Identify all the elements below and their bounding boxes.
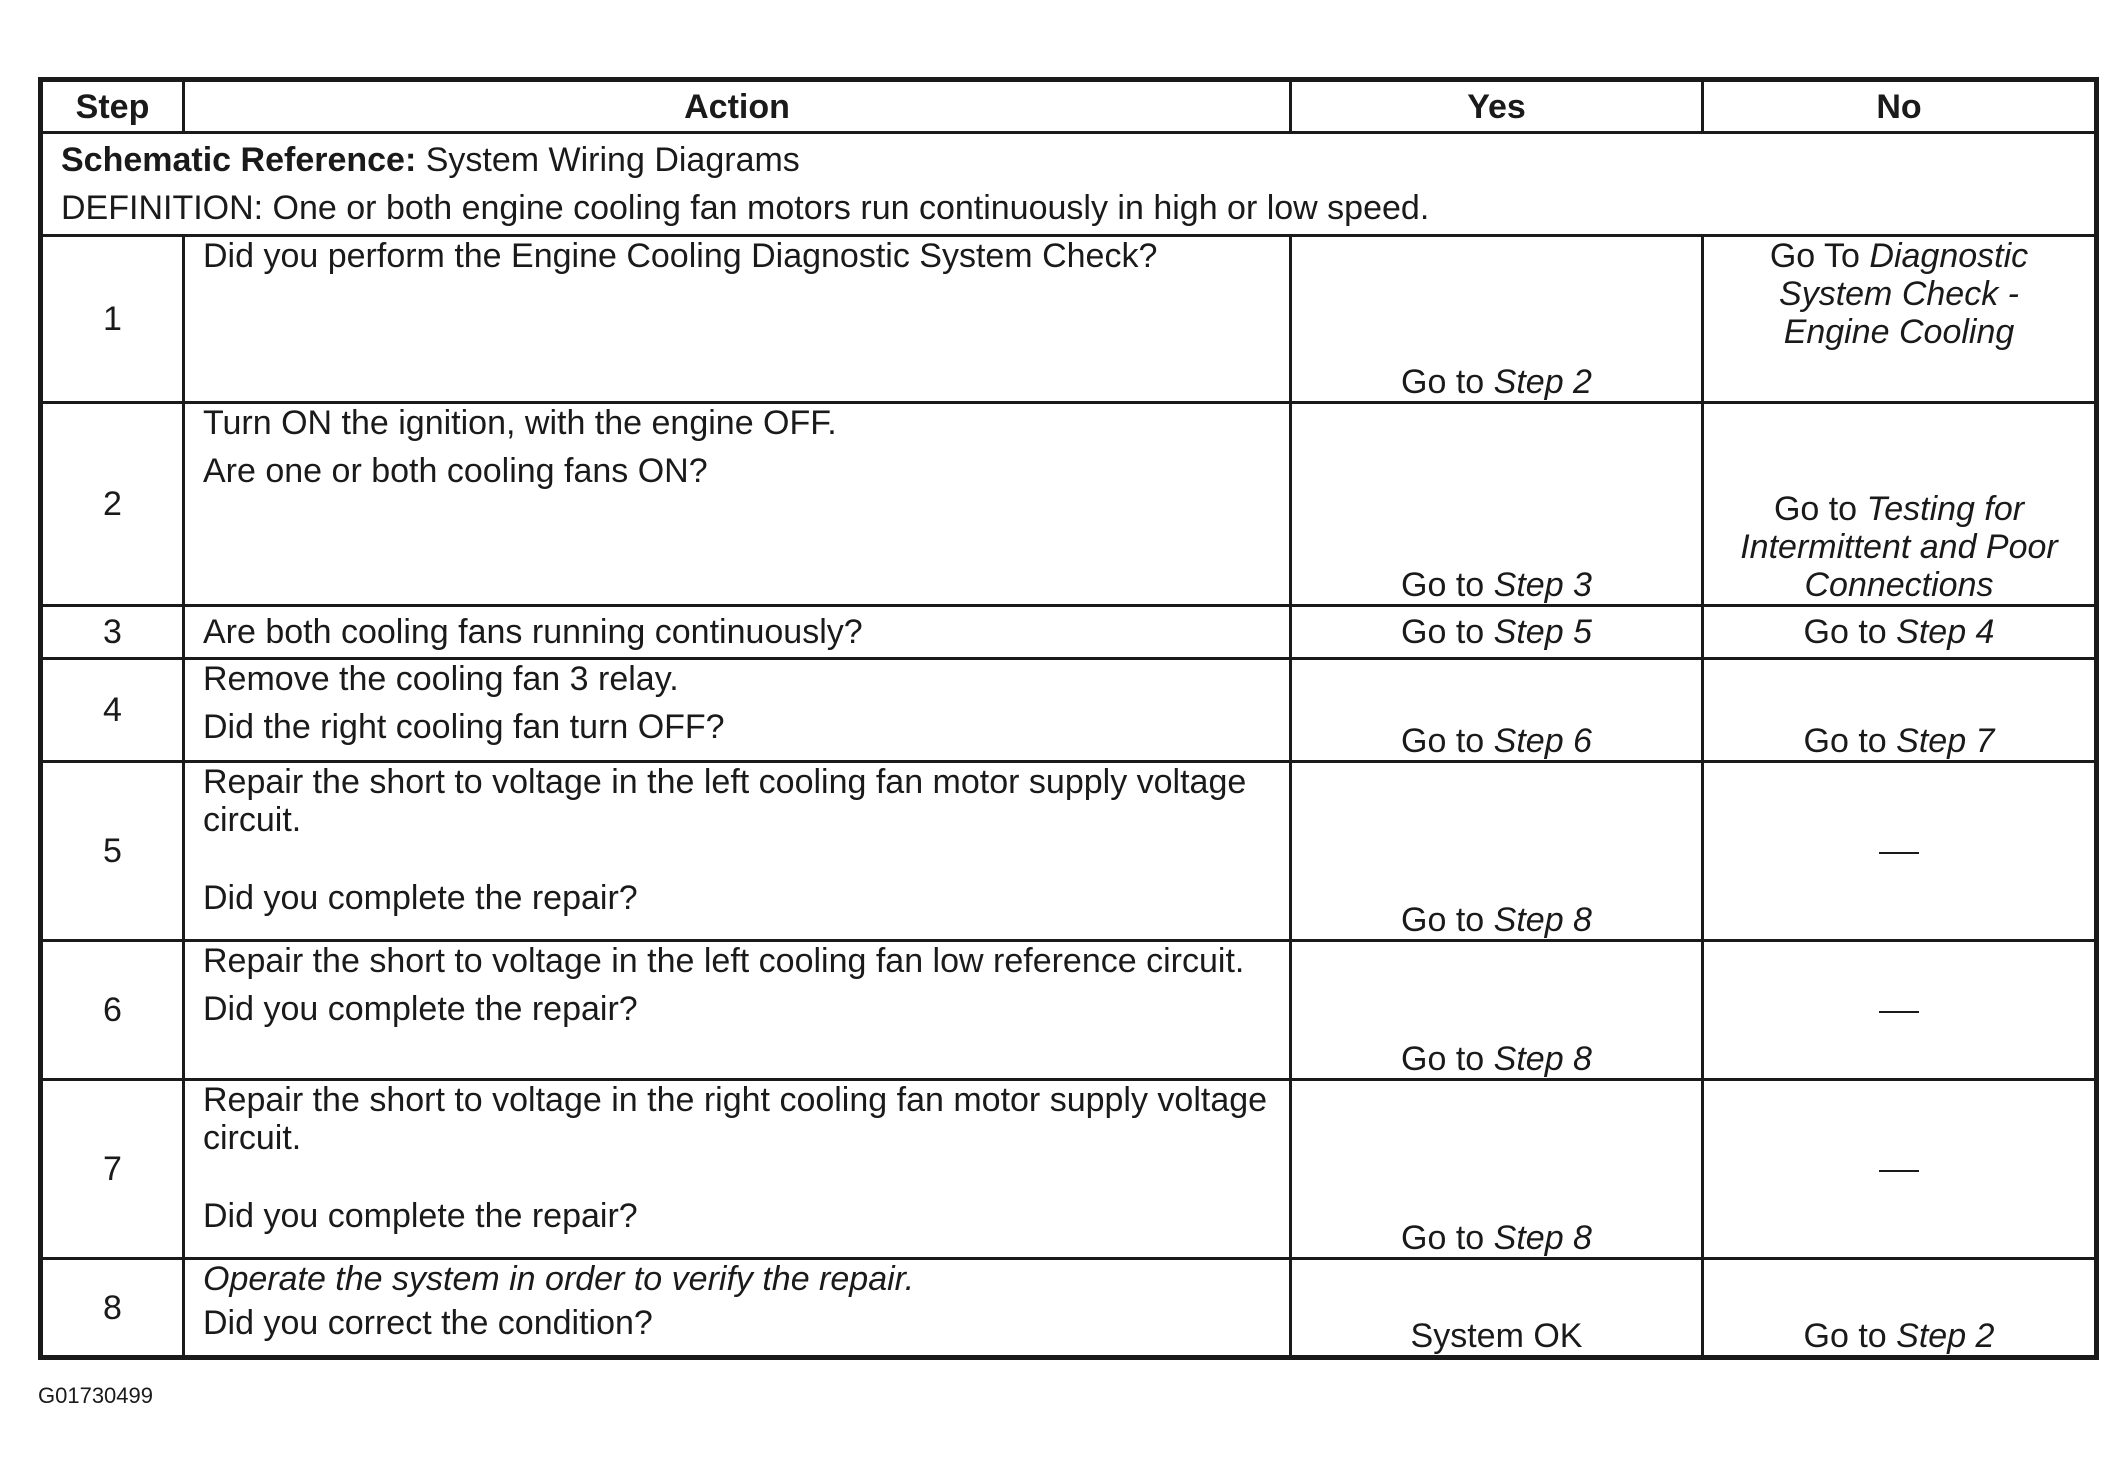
go-to-label: Go to (1803, 1317, 1887, 1355)
step-number: 3 (41, 606, 184, 659)
definition-text: DEFINITION: One or both engine cooling fan motors run continuously in high or low speed. (61, 189, 1430, 227)
action-text: Did you complete the repair? (203, 1197, 638, 1235)
yes-cell (1291, 1080, 1703, 1259)
yes-cell (1291, 236, 1703, 403)
yes-target-link[interactable]: Step 8 (1493, 1040, 1592, 1078)
header-no: No (1703, 80, 2097, 133)
not-applicable-dash (1879, 852, 1919, 854)
system-ok-label: System OK (1410, 1317, 1583, 1355)
table-row (41, 762, 2097, 941)
action-cell (184, 1259, 1291, 1358)
no-cell (1703, 236, 2097, 403)
diagnostic-table (38, 77, 2099, 1360)
action-text: Did you correct the condition? (203, 1304, 653, 1342)
yes-cell (1291, 659, 1703, 762)
no-target-link[interactable]: Step 4 (1896, 613, 1995, 651)
yes-target-link[interactable]: Step 6 (1493, 722, 1592, 760)
table-row (41, 941, 2097, 1080)
step-number: 1 (41, 236, 184, 403)
reference-row (41, 133, 2097, 236)
no-target-link[interactable]: Testing for Intermittent and Poor Connections (1740, 490, 2058, 604)
header-row (41, 80, 2097, 133)
no-cell (1703, 1259, 2097, 1358)
go-to-label: Go to (1773, 490, 1858, 528)
yes-cell (1291, 403, 1703, 606)
no-target-link[interactable]: Step 2 (1896, 1317, 1995, 1355)
go-to-label: Go to (1401, 1040, 1485, 1078)
no-cell (1703, 659, 2097, 762)
no-target-link[interactable]: Step 7 (1896, 722, 1995, 760)
table-row (41, 606, 2097, 659)
header-yes: Yes (1291, 80, 1703, 133)
step-number: 5 (41, 762, 184, 941)
yes-cell (1291, 762, 1703, 941)
action-text: Repair the short to voltage in the right cooling fan motor supply voltage circuit. (203, 1081, 1268, 1157)
no-cell (1703, 403, 2097, 606)
go-to-label: Go to (1401, 363, 1485, 401)
step-number: 2 (41, 403, 184, 606)
table-row (41, 236, 2097, 403)
action-text: Turn ON the ignition, with the engine OFF. (203, 404, 837, 442)
step-number: 8 (41, 1259, 184, 1358)
no-cell (1703, 1080, 2097, 1259)
yes-cell (1291, 941, 1703, 1080)
schematic-reference-value: System Wiring Diagrams (425, 141, 800, 179)
schematic-reference (61, 141, 2076, 179)
no-target-link[interactable]: Diagnostic System Check - Engine Cooling (1779, 237, 2029, 351)
go-to-label: Go to (1401, 722, 1485, 760)
table-row (41, 403, 2097, 606)
yes-target-link[interactable]: Step 3 (1493, 566, 1592, 604)
yes-target-link[interactable]: Step 8 (1493, 1219, 1592, 1257)
go-to-label: Go to (1401, 566, 1485, 604)
action-cell (184, 236, 1291, 403)
action-text: Did you perform the Engine Cooling Diagnostic System Check? (203, 237, 1158, 275)
yes-cell (1291, 1259, 1703, 1358)
no-cell (1703, 762, 2097, 941)
not-applicable-dash (1879, 1170, 1919, 1172)
no-cell (1703, 606, 2097, 659)
step-number: 7 (41, 1080, 184, 1259)
action-text: Did you complete the repair? (203, 990, 638, 1028)
go-to-label: Go to (1401, 1219, 1485, 1257)
figure-id: G01730499 (38, 1383, 153, 1408)
header-action: Action (184, 80, 1291, 133)
action-text: Operate the system in order to verify the repair. (203, 1260, 915, 1298)
action-text: Remove the cooling fan 3 relay. (203, 660, 679, 698)
header-step: Step (41, 80, 184, 133)
schematic-reference-label: Schematic Reference: (61, 141, 417, 179)
action-cell (184, 762, 1291, 941)
go-to-label: Go to (1803, 722, 1887, 760)
not-applicable-dash (1879, 1011, 1919, 1013)
go-to-label: Go to (1401, 613, 1485, 651)
action-cell (184, 606, 1291, 659)
no-cell (1703, 941, 2097, 1080)
action-text: Are one or both cooling fans ON? (203, 452, 708, 490)
go-to-label: Go to (1401, 901, 1485, 939)
yes-target-link[interactable]: Step 5 (1493, 613, 1592, 651)
yes-cell (1291, 606, 1703, 659)
action-text: Repair the short to voltage in the left cooling fan motor supply voltage circuit. (203, 763, 1247, 839)
yes-target-link[interactable]: Step 2 (1493, 363, 1592, 401)
yes-target-link[interactable]: Step 8 (1493, 901, 1592, 939)
step-number: 6 (41, 941, 184, 1080)
table-row (41, 1080, 2097, 1259)
reference-cell (41, 133, 2097, 236)
action-text: Are both cooling fans running continuously? (203, 613, 863, 651)
go-to-label: Go to (1803, 613, 1887, 651)
table-row (41, 1259, 2097, 1358)
go-to-label: Go To (1769, 237, 1860, 275)
action-cell (184, 1080, 1291, 1259)
action-text: Did the right cooling fan turn OFF? (203, 708, 725, 746)
step-number: 4 (41, 659, 184, 762)
action-cell (184, 403, 1291, 606)
action-text: Did you complete the repair? (203, 879, 638, 917)
action-cell (184, 941, 1291, 1080)
action-cell (184, 659, 1291, 762)
action-text: Repair the short to voltage in the left cooling fan low reference circuit. (203, 942, 1245, 980)
table-row (41, 659, 2097, 762)
